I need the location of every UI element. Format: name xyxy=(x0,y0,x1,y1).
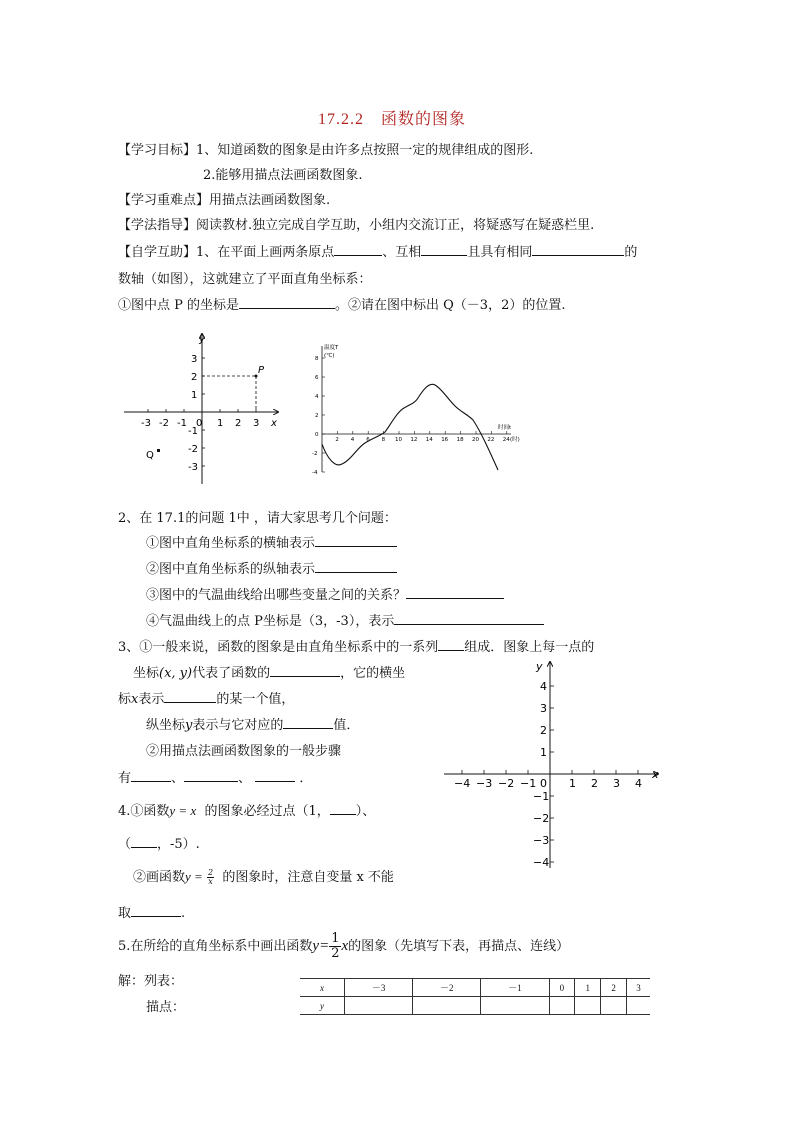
temp-tick-label: 2 xyxy=(315,413,319,419)
q3-line4-c: 值． xyxy=(333,718,360,733)
q3-line6-c: 、 xyxy=(238,771,252,786)
q5-line xyxy=(118,932,569,961)
blank-same[interactable] xyxy=(532,244,624,256)
y-tick-label: −3 xyxy=(533,834,550,847)
q3-line6-d: ． xyxy=(299,771,313,786)
table-cell-x: －3 xyxy=(345,979,413,997)
x-tick-label: 3 xyxy=(253,418,260,429)
time-tick-label: 20 xyxy=(472,437,479,443)
q4-line3 xyxy=(133,866,394,886)
q3-line1 xyxy=(118,636,594,655)
blank-step3[interactable] xyxy=(255,770,295,782)
q3-line2-b: 代表了函数的 xyxy=(192,666,271,681)
temperature-chart xyxy=(305,340,530,480)
y-tick-label: 2 xyxy=(540,724,547,737)
q3-line2-xy: (x, y) xyxy=(159,666,193,681)
q5-b: 的图象（先填写下表，再描点、连线） xyxy=(348,939,570,954)
q2-a: ①图中直角坐标系的横轴表示 xyxy=(146,536,316,551)
time-tick-label: 2 xyxy=(335,437,339,443)
x-tick-label: 3 xyxy=(613,777,620,790)
y-axis-label: y xyxy=(199,334,205,345)
time-tick-label: 4 xyxy=(350,437,355,443)
table-cell-x: 3 xyxy=(627,979,651,997)
q1-line2: 数轴（如图），这就建立了平面直角坐标系： xyxy=(118,272,372,287)
x-tick-label: −4 xyxy=(454,777,471,790)
table-cell-x: －1 xyxy=(481,979,549,997)
q3-line5: ②用描点法画函数图象的一般步骤 xyxy=(146,744,342,759)
blank-q2-a[interactable] xyxy=(315,535,397,547)
blank-q3-function[interactable] xyxy=(283,717,333,729)
q5-a: 5.在所给的直角坐标系中画出函数 xyxy=(118,939,313,954)
q1-text-c: 且具有相同 xyxy=(467,245,533,260)
objectives-label: 【学习目标】 xyxy=(118,143,197,158)
blank-q2-d[interactable] xyxy=(394,613,544,625)
q2-a-line xyxy=(146,532,397,551)
q4-line1-c: ）、 xyxy=(355,804,376,819)
time-tick-label: 16 xyxy=(441,437,449,443)
method-label: 【学法指导】 xyxy=(118,218,197,233)
q1-line3-a: ①图中点 P 的坐标是 xyxy=(118,298,240,313)
selfhelp-label: 【自学互助】 xyxy=(118,245,197,260)
q1-line3-b: 。②请在图中标出 Q（－3，2）的位置. xyxy=(335,298,566,313)
blank-q4-x[interactable] xyxy=(131,836,157,848)
x-tick-label: 0 xyxy=(540,777,547,790)
table-cell-y[interactable] xyxy=(601,997,627,1015)
objectives-item2: 2.能够用描点法画函数图象. xyxy=(203,168,363,183)
q4-function-yx: y = x xyxy=(169,803,197,818)
temp-tick-label: 0 xyxy=(315,432,319,438)
y-tick-label: -1 xyxy=(188,426,198,437)
x-tick-label: 0 xyxy=(196,418,203,429)
y-tick-label: 1 xyxy=(540,746,547,759)
fraction-one-half xyxy=(329,932,341,961)
q1-text-a: 1、在平面上画两条原点 xyxy=(196,245,335,260)
temperature-axis-unit: (℃) xyxy=(324,353,335,359)
q2-c-line xyxy=(146,584,504,603)
blank-q2-b[interactable] xyxy=(315,561,397,573)
q2-d-line xyxy=(146,610,544,629)
q1-text-b: 、互相 xyxy=(382,245,422,260)
time-tick-label: 12 xyxy=(410,437,418,443)
q4-line2 xyxy=(118,833,200,852)
key-difficulty-label: 【学习重难点】 xyxy=(118,193,210,208)
blank-q2-c[interactable] xyxy=(406,587,504,599)
method-text: 阅读教材.独立完成自学互助，小组内交流订正，将疑惑写在疑惑栏里. xyxy=(196,218,595,233)
q4-line1 xyxy=(118,800,375,819)
temp-tick-label: 4 xyxy=(315,394,319,400)
table-cell-y[interactable] xyxy=(413,997,481,1015)
q3-line6-b: 、 xyxy=(171,771,185,786)
table-cell-y[interactable] xyxy=(627,997,651,1015)
time-tick-label: 14 xyxy=(425,437,433,443)
selfhelp-line1 xyxy=(118,241,637,260)
method-line xyxy=(118,214,594,233)
table-x-header: x xyxy=(300,979,345,997)
blank-perpendicular[interactable] xyxy=(421,244,467,256)
temp-tick-label: -2 xyxy=(312,451,318,457)
time-tick-label: 22 xyxy=(487,437,495,443)
point-q-marker xyxy=(157,449,160,452)
q1-line3 xyxy=(118,294,565,313)
fraction-2-over-x xyxy=(207,869,214,886)
blank-q4-exclude[interactable] xyxy=(131,905,181,917)
time-axis-unit: (时) xyxy=(510,437,520,443)
value-table xyxy=(300,978,650,1015)
temperature-axis-title: 温度T xyxy=(324,345,339,351)
fraction-denominator: x xyxy=(208,877,213,886)
objectives-item1: 1、知道函数的图象是由许多点按照一定的规律组成的图形. xyxy=(196,143,534,158)
temp-tick-label: 6 xyxy=(315,375,319,381)
table-row-x xyxy=(300,979,650,997)
q4-line4-a: 取 xyxy=(118,906,132,921)
q1-text-d: 的 xyxy=(624,245,638,260)
table-cell-y[interactable] xyxy=(345,997,413,1015)
table-cell-y[interactable] xyxy=(549,997,575,1015)
blank-q3-independent[interactable] xyxy=(164,691,216,703)
x-tick-label: −2 xyxy=(498,777,515,790)
blank-q3-points[interactable] xyxy=(438,639,464,651)
q3-line6 xyxy=(118,767,312,786)
table-cell-x: －2 xyxy=(413,979,481,997)
x-tick-label: −1 xyxy=(520,777,537,790)
x-axis-label: x xyxy=(652,768,659,781)
plot-label: 描点： xyxy=(146,1000,186,1015)
q3-line2 xyxy=(133,662,405,681)
y-tick-label: 3 xyxy=(540,702,547,715)
q3-line6-a: 有 xyxy=(118,771,132,786)
y-tick-label: 2 xyxy=(191,372,198,383)
x-tick-label: -1 xyxy=(177,418,187,429)
x-axis-label: x xyxy=(271,418,277,429)
time-axis-title: 时间t xyxy=(498,425,512,431)
q4-line4 xyxy=(118,902,185,921)
q3-line3-c: 的某一个值， xyxy=(216,692,295,707)
y-tick-label: −4 xyxy=(533,856,550,869)
blank-step2[interactable] xyxy=(184,770,238,782)
y-tick-label: 4 xyxy=(540,680,547,693)
q2-c: ③图中的气温曲线给出哪些变量之间的关系？ xyxy=(146,588,407,603)
table-cell-y[interactable] xyxy=(481,997,549,1015)
page-title: 17.2.2 函数的图象 xyxy=(318,111,467,128)
q4-line1-b: 的图象必经过点（1， xyxy=(204,804,330,819)
temp-tick-label: 8 xyxy=(315,356,319,362)
q4-line4-b: . xyxy=(181,906,186,921)
coordinate-figure-p xyxy=(118,328,288,488)
table-cell-y[interactable] xyxy=(575,997,601,1015)
fraction-denominator: 2 xyxy=(331,946,340,961)
objectives-line1 xyxy=(118,139,533,158)
x-tick-label: 1 xyxy=(569,777,576,790)
fraction-numerator: 2 xyxy=(207,868,214,877)
x-tick-label: 2 xyxy=(591,777,598,790)
x-tick-label: 2 xyxy=(235,418,242,429)
table-cell-x: 2 xyxy=(601,979,627,997)
q4-line1-a: 4.①函数 xyxy=(118,804,170,819)
q4-line3-b: 的图象时，注意自变量 x 不能 xyxy=(222,870,394,885)
q3-line2-a: 坐标 xyxy=(133,666,160,681)
point-p-label: P xyxy=(258,365,265,376)
blank-coordinate-system xyxy=(440,656,665,872)
q3-line4 xyxy=(146,714,359,733)
x-tick-label: -2 xyxy=(159,418,169,429)
x-tick-label: −3 xyxy=(476,777,493,790)
y-tick-label: 3 xyxy=(191,354,198,365)
time-tick-label: 24 xyxy=(502,437,510,443)
temperature-curve xyxy=(322,384,498,470)
q3-line1-a: 3、①一般来说，函数的图象是由直角坐标系中的一系列 xyxy=(118,640,439,655)
fraction-numerator: 1 xyxy=(331,931,340,946)
q5-function-x: x xyxy=(341,938,349,954)
q4-function-y: y = xyxy=(185,869,203,884)
y-tick-label: 1 xyxy=(191,390,198,401)
q4-line2-b: ，-5）. xyxy=(157,837,200,852)
time-tick-label: 8 xyxy=(381,437,386,443)
x-tick-label: 4 xyxy=(635,777,642,790)
q3-line4-a: 纵坐标 xyxy=(146,718,186,733)
key-difficulty-line xyxy=(118,189,330,208)
blank-step1[interactable] xyxy=(131,770,171,782)
table-row-y xyxy=(300,997,650,1015)
x-tick-label: -3 xyxy=(141,418,151,429)
table-cell-x: 0 xyxy=(549,979,575,997)
q2-d: ④气温曲线上的点 P坐标是（3，-3），表示 xyxy=(146,614,395,629)
y-tick-label: -2 xyxy=(188,444,198,455)
y-tick-label: −1 xyxy=(533,790,550,803)
q3-line3-a: 标 xyxy=(118,692,132,707)
q4-line2-a: （ xyxy=(118,837,132,852)
q2-b: ②图中直角坐标系的纵轴表示 xyxy=(146,562,316,577)
q3-line3-b: 表示 xyxy=(138,692,165,707)
y-axis-label: y xyxy=(536,660,543,673)
q3-line1-b: 组成．图象上每一点的 xyxy=(464,640,595,655)
blank-q4-y[interactable] xyxy=(330,803,356,815)
q5-function-y: y= xyxy=(312,938,330,954)
blank-q3-pair[interactable] xyxy=(270,665,340,677)
solution-label: 解：列表： xyxy=(118,974,184,989)
x-tick-label: 1 xyxy=(217,418,224,429)
blank-origin[interactable] xyxy=(334,244,382,256)
y-tick-label: −2 xyxy=(533,812,550,825)
temp-tick-label: -4 xyxy=(312,470,318,476)
q3-line4-b: 表示与它对应的 xyxy=(192,718,284,733)
q2-intro: 2、在 17.1的问题 1中 ，请大家思考几个问题： xyxy=(118,511,397,526)
time-tick-label: 10 xyxy=(395,437,402,443)
point-q-label: Q xyxy=(146,450,154,461)
q3-line2-c: ，它的横坐 xyxy=(340,666,406,681)
table-y-header: y xyxy=(300,997,345,1015)
key-difficulty-text: 用描点法画函数图象. xyxy=(209,193,331,208)
table-cell-x: 1 xyxy=(575,979,601,997)
blank-p-coordinate[interactable] xyxy=(239,297,335,309)
q3-line3-x: x xyxy=(131,692,139,707)
y-tick-label: -3 xyxy=(188,462,198,473)
q3-line4-y: y xyxy=(185,718,193,733)
time-tick-label: 6 xyxy=(366,437,370,443)
q2-b-line xyxy=(146,558,397,577)
q3-line3 xyxy=(118,688,294,707)
q4-line3-a: ②画函数 xyxy=(133,870,186,885)
time-tick-label: 18 xyxy=(456,437,464,443)
